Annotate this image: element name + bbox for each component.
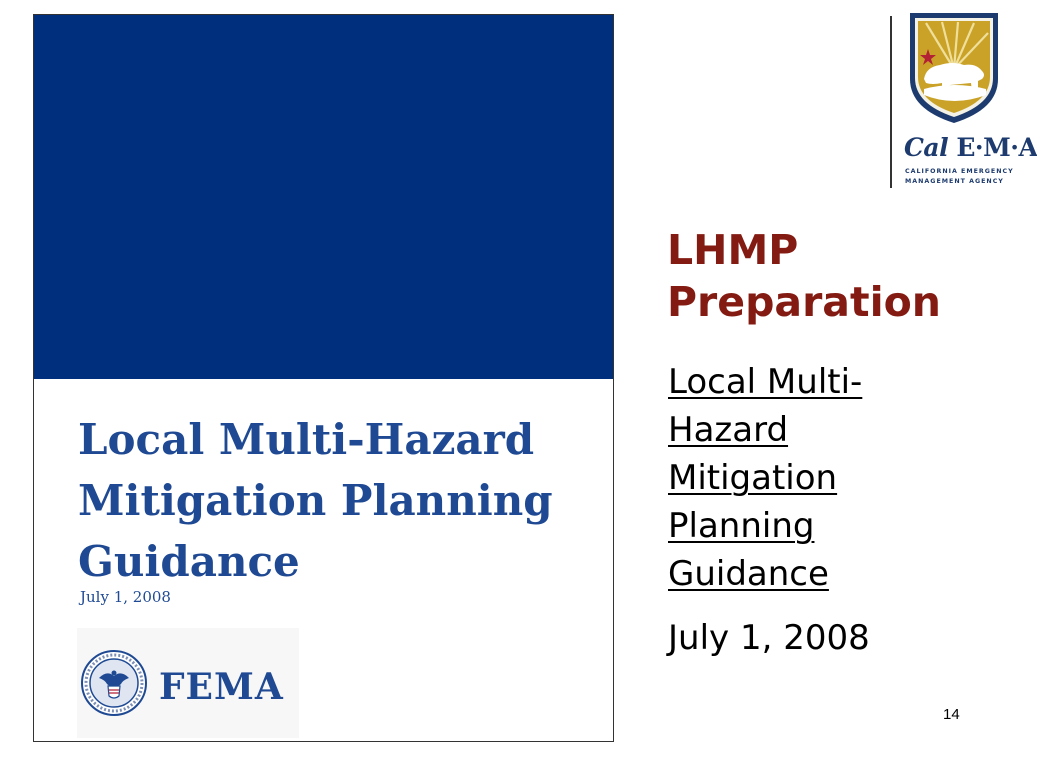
link-text-line: Local Multi- bbox=[668, 362, 863, 402]
cal-ema-wordmark bbox=[904, 133, 1037, 162]
slide-title-line: LHMP bbox=[667, 226, 799, 274]
logo-subtitle-line: MANAGEMENT AGENCY bbox=[905, 177, 1004, 185]
logo-name-prefix: Cal bbox=[904, 133, 949, 162]
cover-title-line: Guidance bbox=[78, 537, 300, 586]
california-bear-shield-icon bbox=[906, 9, 1002, 125]
cal-ema-subtitle bbox=[905, 167, 1023, 186]
slide-title bbox=[667, 224, 941, 328]
slide-page-number: 14 bbox=[943, 706, 960, 723]
guidance-document-link[interactable] bbox=[668, 358, 862, 598]
logo-subtitle-line: CALIFORNIA EMERGENCY bbox=[905, 168, 1014, 175]
logo-name-suffix: E·M·A bbox=[956, 133, 1037, 162]
cover-blue-band bbox=[34, 15, 613, 379]
link-text-line: Mitigation bbox=[668, 458, 838, 498]
dhs-seal-icon bbox=[81, 650, 147, 716]
fema-logo-block bbox=[77, 628, 299, 738]
link-text-line: Guidance bbox=[668, 554, 829, 594]
cover-title-line: Local Multi-Hazard bbox=[78, 415, 535, 464]
cover-date: July 1, 2008 bbox=[80, 588, 171, 606]
link-text-line: Planning bbox=[668, 506, 815, 546]
logo-divider bbox=[890, 16, 892, 188]
guidance-cover-image bbox=[33, 14, 614, 742]
slide-title-line: Preparation bbox=[667, 278, 941, 326]
fema-wordmark: FEMA bbox=[159, 666, 284, 708]
cover-title-line: Mitigation Planning bbox=[78, 476, 553, 525]
cover-title bbox=[78, 409, 578, 592]
document-date: July 1, 2008 bbox=[668, 618, 870, 658]
link-text-line: Hazard bbox=[668, 410, 789, 450]
